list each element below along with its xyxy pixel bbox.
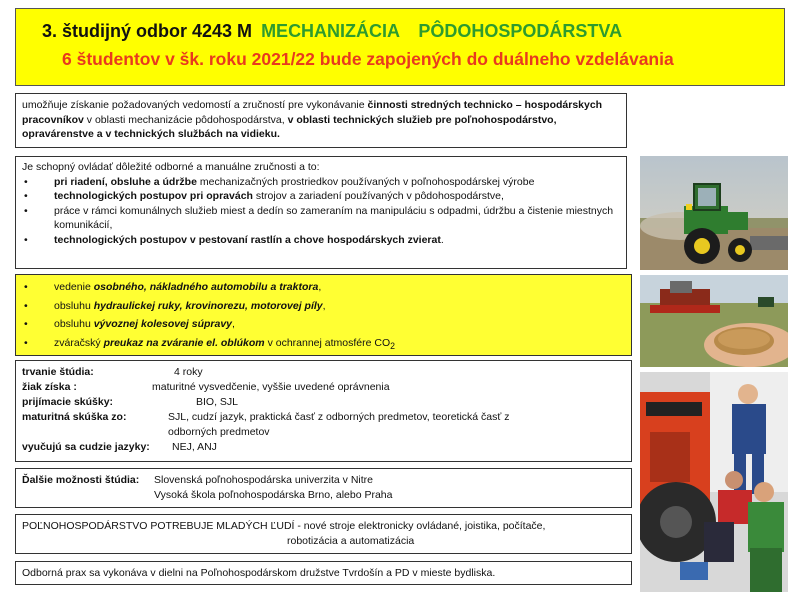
practice-text: Odborná prax sa vykonáva v dielni na Poľnohospodárskom družstve Tvrdošín a PD v mieste bydliska. (22, 567, 496, 579)
study-info-box (15, 360, 632, 462)
list-item: • zváračský preukaz na zváranie el. oblúkom v ochrannej atmosfére $CO_2$ (22, 334, 625, 356)
title-banner (15, 8, 785, 86)
info-entrance: prijímacie skúšky: BIO, SJL (22, 396, 239, 408)
intro-bold-2: v oblasti technických služieb pre poľnohospodárstvo, opravárenstve a v technických službách na vidieku. (22, 113, 557, 140)
info-exam-cont: odborných predmetov (168, 426, 270, 438)
further-label: Ďalšie možnosti štúdia: (22, 474, 140, 486)
grain-harvest-photo (640, 275, 788, 367)
skills-list (22, 175, 620, 248)
skills-box (15, 156, 627, 269)
bullet-icon: • (24, 299, 28, 312)
list-item: • pri riadení, obsluhe a údržbe mechanizačných prostriedkov používaných v poľnohospodárskej výrobe (24, 175, 535, 188)
title-name-part2: PÔDOHOSPODÁRSTVA (418, 21, 623, 41)
skills-lead: Je schopný ovládať dôležité odborné a manuálne zručnosti a to: (22, 161, 320, 173)
list-item: • obsluhu vývoznej kolesovej súpravy, (22, 315, 625, 334)
bullet-icon: • (24, 318, 28, 330)
list-item: • vedenie osobného, nákladného automobilu a traktora, (22, 278, 625, 297)
intro-bold-1: činnosti stredných technicko – hospodárskych pracovníkov (22, 99, 603, 126)
further-uni2: Vysoká škola poľnohospodárska Brno, alebo Praha (154, 489, 393, 501)
workshop-students-photo (640, 372, 788, 592)
title-line (42, 21, 622, 42)
permits-box (15, 274, 632, 356)
further-study-box (15, 468, 632, 508)
intro-text-1: umožňuje získanie požadovaných vedomostí a zručností pre vykonávanie (22, 99, 368, 111)
info-duration: trvanie štúdia: 4 roky (22, 366, 203, 378)
practice-box (15, 561, 632, 585)
need-line1: POĽNOHOSPODÁRSTVO POTREBUJE MLADÝCH ĽUDÍ - nové stroje elektronicky ovládané, joistika, počítače, (22, 520, 546, 532)
list-item: • technologických postupov pri opravách strojov a zariadení používaných v pôdohospodárstve, (24, 190, 504, 202)
title-name-part1: MECHANIZÁCIA (261, 21, 400, 41)
bullet-icon: • (24, 281, 28, 293)
info-languages: vyučujú sa cudzie jazyky: NEJ, ANJ (22, 441, 217, 453)
agriculture-needs-box (15, 514, 632, 554)
tractor-photo (640, 156, 788, 270)
need-line2: robotizácia a automatizácia (287, 535, 415, 547)
bullet-icon: • (24, 190, 28, 202)
bullet-icon: • (24, 233, 28, 246)
further-uni1: Slovenská poľnohospodárska univerzita v Nitre (154, 474, 374, 486)
list-item: • práce v rámci komunálnych služieb miest a dedín so zameraním na manipuláciu s odpadmi, údržbu a čistenie miestnych komunikácií, (24, 204, 614, 231)
intro-box (15, 93, 627, 148)
list-item: • obsluhu hydraulickej ruky, krovinorezu, motorovej píly, (22, 297, 625, 316)
intro-text-2: v oblasti mechanizácie pôdohospodárstva, (83, 113, 288, 126)
bullet-icon: • (24, 175, 28, 188)
title-prefix: 3. študijný odbor 4243 M (42, 21, 253, 41)
title-subtitle: 6 študentov v šk. roku 2021/22 bude zapojených do duálneho vzdelávania (62, 49, 674, 69)
list-item: • technologických postupov v pestovaní rastlín a chove hospodárskych zvierat. (24, 233, 444, 246)
info-exam: maturitná skúška zo: SJL, cudzí jazyk, praktická časť z odborných predmetov, teoretická časť z (22, 411, 510, 423)
bullet-icon: • (24, 336, 28, 349)
info-gain: žiak získa : maturitné vysvedčenie, vyššie uvedené oprávnenia (22, 381, 390, 393)
bullet-icon: • (24, 204, 28, 217)
permits-list (22, 278, 625, 355)
